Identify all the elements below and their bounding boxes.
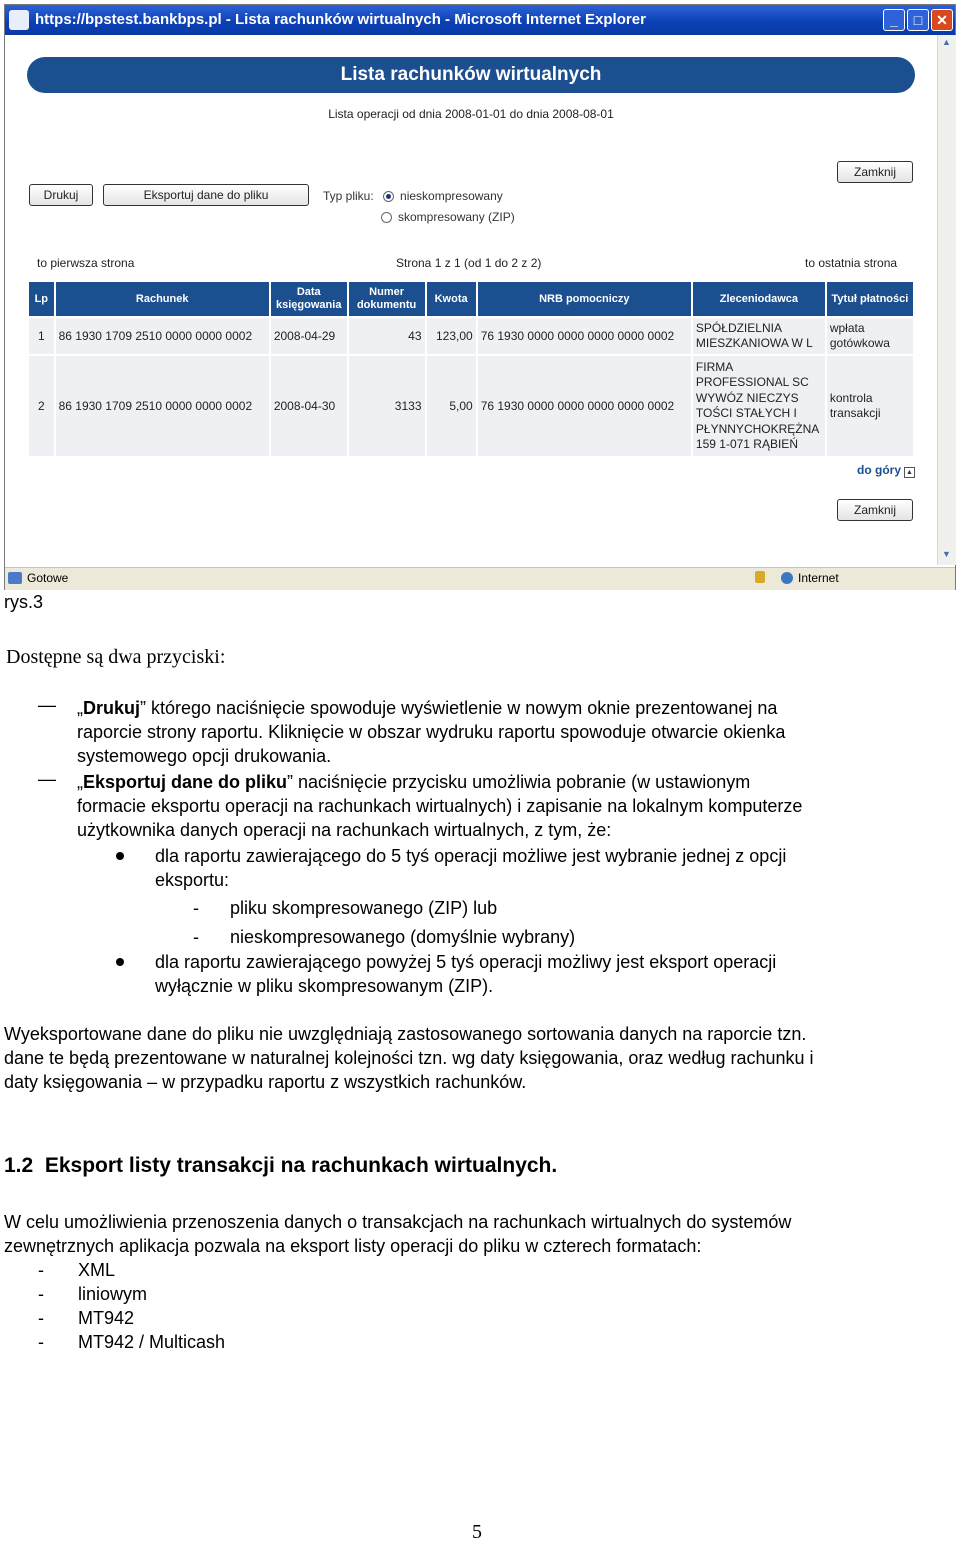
figure-caption: rys.3 (4, 592, 44, 612)
status-bar (5, 567, 955, 590)
cell-doc-number: 43 (349, 318, 425, 354)
list-item: liniowym (78, 1284, 148, 1304)
close-button-top[interactable]: Zamknij (837, 161, 913, 183)
cell-nrb: 76 1930 0000 0000 0000 0000 0002 (478, 356, 691, 456)
cell-title: wpłata gotówkowa (827, 318, 913, 354)
paragraph-line: Wyeksportowane dane do pliku nie uwzględniają zastosowanego sortowania danych na raporcie tzn. (4, 1024, 807, 1044)
bullet2-line1: dla raportu zawierającego powyżej 5 tyś operacji możliwy jest eksport operacji (155, 952, 777, 972)
item-print-line1: „Drukuj” którego naciśnięcie spowoduje wyświetlenie w nowym oknie prezentowanej na (77, 698, 778, 718)
nav-last-page[interactable]: to ostatnia strona (805, 256, 898, 270)
minimize-button[interactable]: _ (883, 9, 905, 31)
window-titlebar (5, 5, 955, 35)
cell-date: 2008-04-30 (271, 356, 347, 456)
list-item: MT942 (78, 1308, 135, 1328)
sub-item-uncompressed: nieskompresowanego (domyślnie wybrany) (230, 927, 576, 947)
radio-uncompressed-label: nieskompresowany (400, 189, 503, 203)
bullet2-line2: wyłącznie w pliku skompresowanym (ZIP). (155, 976, 494, 996)
page-number: 5 (472, 1521, 482, 1543)
close-button-bottom[interactable]: Zamknij (837, 499, 913, 521)
paragraph-line: daty księgowania – w przypadku raportu z wszystkich rachunków. (4, 1072, 527, 1092)
file-type-label: Typ pliku: (323, 189, 374, 203)
paragraph-line: zewnętrznych aplikacja pozwala na eksport listy operacji do pliku w czterech formatach: (4, 1236, 702, 1256)
cell-nrb: 76 1930 0000 0000 0000 0000 0002 (478, 318, 691, 354)
list-dash: - (38, 1284, 44, 1304)
ie-logo-icon (9, 10, 29, 30)
cell-payer: SPÓŁDZIELNIA MIESZKANIOWA W L (693, 318, 825, 354)
radio-uncompressed[interactable] (383, 191, 394, 202)
item-export-text: naciśnięcie przycisku umożliwia pobranie (w ustawionym (298, 772, 751, 792)
table-row (29, 318, 913, 354)
list-item: XML (78, 1260, 116, 1280)
vertical-scrollbar[interactable] (937, 35, 956, 565)
zone-text: Internet (798, 571, 839, 585)
col-payer[interactable]: Zleceniodawca (693, 282, 825, 316)
close-window-button[interactable]: ✕ (931, 9, 953, 31)
item-export-line3: użytkownika danych operacji na rachunkach wirtualnych, z tym, że: (77, 820, 612, 840)
cell-account: 86 1930 1709 2510 0000 0000 0002 (56, 356, 269, 456)
col-lp[interactable]: Lp (29, 282, 54, 316)
cell-amount: 123,00 (427, 318, 476, 354)
list-dash: - (38, 1332, 44, 1352)
list-item: MT942 / Multicash (78, 1332, 226, 1352)
cell-amount: 5,00 (427, 356, 476, 456)
cell-lp: 2 (29, 356, 54, 456)
col-amount[interactable]: Kwota (427, 282, 476, 316)
item-export-bold: Eksportuj dane do pliku (83, 772, 288, 792)
radio-zip-label: skompresowany (ZIP) (398, 210, 515, 224)
table-row (29, 356, 913, 456)
cell-account: 86 1930 1709 2510 0000 0000 0002 (56, 318, 269, 354)
page-icon (8, 572, 22, 584)
browser-window (4, 4, 956, 590)
cell-payer: FIRMA PROFESSIONAL SC WYWÓZ NIECZYS TOŚCI STAŁYCH I PŁYNNYCHOKRĘŻNA 159 1-071 RĄBIEŃ (693, 356, 825, 456)
nav-first-page[interactable]: to pierwsza strona (37, 256, 135, 270)
radio-zip[interactable] (381, 212, 392, 223)
dash-marker: — (38, 769, 56, 789)
page-title: Lista rachunków wirtualnych (27, 57, 915, 93)
file-type-row (323, 189, 503, 203)
item-export-line2: formacie eksportu operacji na rachunkach wirtualnych) i zapisanie na lokalnym komputerze (77, 796, 803, 816)
arrow-up-icon: ▲ (904, 467, 915, 478)
col-doc-number[interactable]: Numer dokumentu (349, 282, 425, 316)
cell-doc-number: 3133 (349, 356, 425, 456)
sub-dash: - (193, 898, 199, 918)
window-title: https://bpstest.bankbps.pl - Lista rachunków wirtualnych - Microsoft Internet Explorer (35, 11, 646, 28)
export-button[interactable]: Eksportuj dane do pliku (103, 184, 309, 206)
dash-marker: — (38, 695, 56, 715)
list-dash: - (38, 1308, 44, 1328)
globe-icon (781, 572, 793, 584)
item-print-line3: systemowego opcji drukowania. (77, 746, 332, 766)
item-print-text: którego naciśnięcie spowoduje wyświetlenie w nowym oknie prezentowanej na (151, 698, 778, 718)
col-title[interactable]: Tytuł płatności (827, 282, 913, 316)
col-date[interactable]: Data księgowania (271, 282, 347, 316)
print-button[interactable]: Drukuj (29, 184, 93, 206)
back-to-top-label: do góry (857, 463, 901, 477)
section-heading: 1.2 Eksport listy transakcji na rachunkach wirtualnych. (4, 1154, 558, 1177)
bullet1-line2: eksportu: (155, 870, 230, 890)
col-account[interactable]: Rachunek (56, 282, 269, 316)
nav-page-info: Strona 1 z 1 (od 1 do 2 z 2) (396, 256, 542, 270)
page-content (5, 35, 937, 565)
list-dash: - (38, 1260, 44, 1280)
table-header-row (29, 282, 913, 316)
scroll-up-icon[interactable]: ▲ (942, 37, 951, 47)
item-export-line1: „Eksportuj dane do pliku” naciśnięcie przycisku umożliwia pobranie (w ustawionym (77, 772, 751, 792)
scroll-down-icon[interactable]: ▼ (942, 549, 951, 559)
paragraph-line: W celu umożliwienia przenoszenia danych o transakcjach na rachunkach wirtualnych do systemów (4, 1212, 792, 1232)
bullet-marker (116, 958, 124, 966)
intro-text: Dostępne są dwa przyciski: (6, 646, 226, 668)
item-print-line2: raporcie strony raportu. Kliknięcie w obszar wydruku raportu spowoduje otwarcie okienka (77, 722, 786, 742)
bullet-marker (116, 852, 124, 860)
back-to-top-link[interactable] (857, 463, 915, 478)
cell-lp: 1 (29, 318, 54, 354)
sub-item-zip: pliku skompresowanego (ZIP) lub (230, 898, 498, 918)
sub-dash: - (193, 927, 199, 947)
cell-title: kontrola transakcji (827, 356, 913, 456)
maximize-button[interactable]: □ (907, 9, 929, 31)
file-type-row-2 (381, 210, 515, 224)
operations-table (27, 280, 915, 458)
item-print-bold: Drukuj (83, 698, 141, 718)
lock-icon (755, 571, 765, 583)
cell-date: 2008-04-29 (271, 318, 347, 354)
col-nrb[interactable]: NRB pomocniczy (478, 282, 691, 316)
bullet1-line1: dla raportu zawierającego do 5 tyś operacji możliwe jest wybranie jednej z opcji (155, 846, 787, 866)
period-text: Lista operacji od dnia 2008-01-01 do dnia 2008-08-01 (328, 107, 614, 121)
status-text: Gotowe (27, 571, 69, 585)
paragraph-line: dane te będą prezentowane w naturalnej kolejności tzn. wg daty księgowania, oraz według rachunku i (4, 1048, 814, 1068)
